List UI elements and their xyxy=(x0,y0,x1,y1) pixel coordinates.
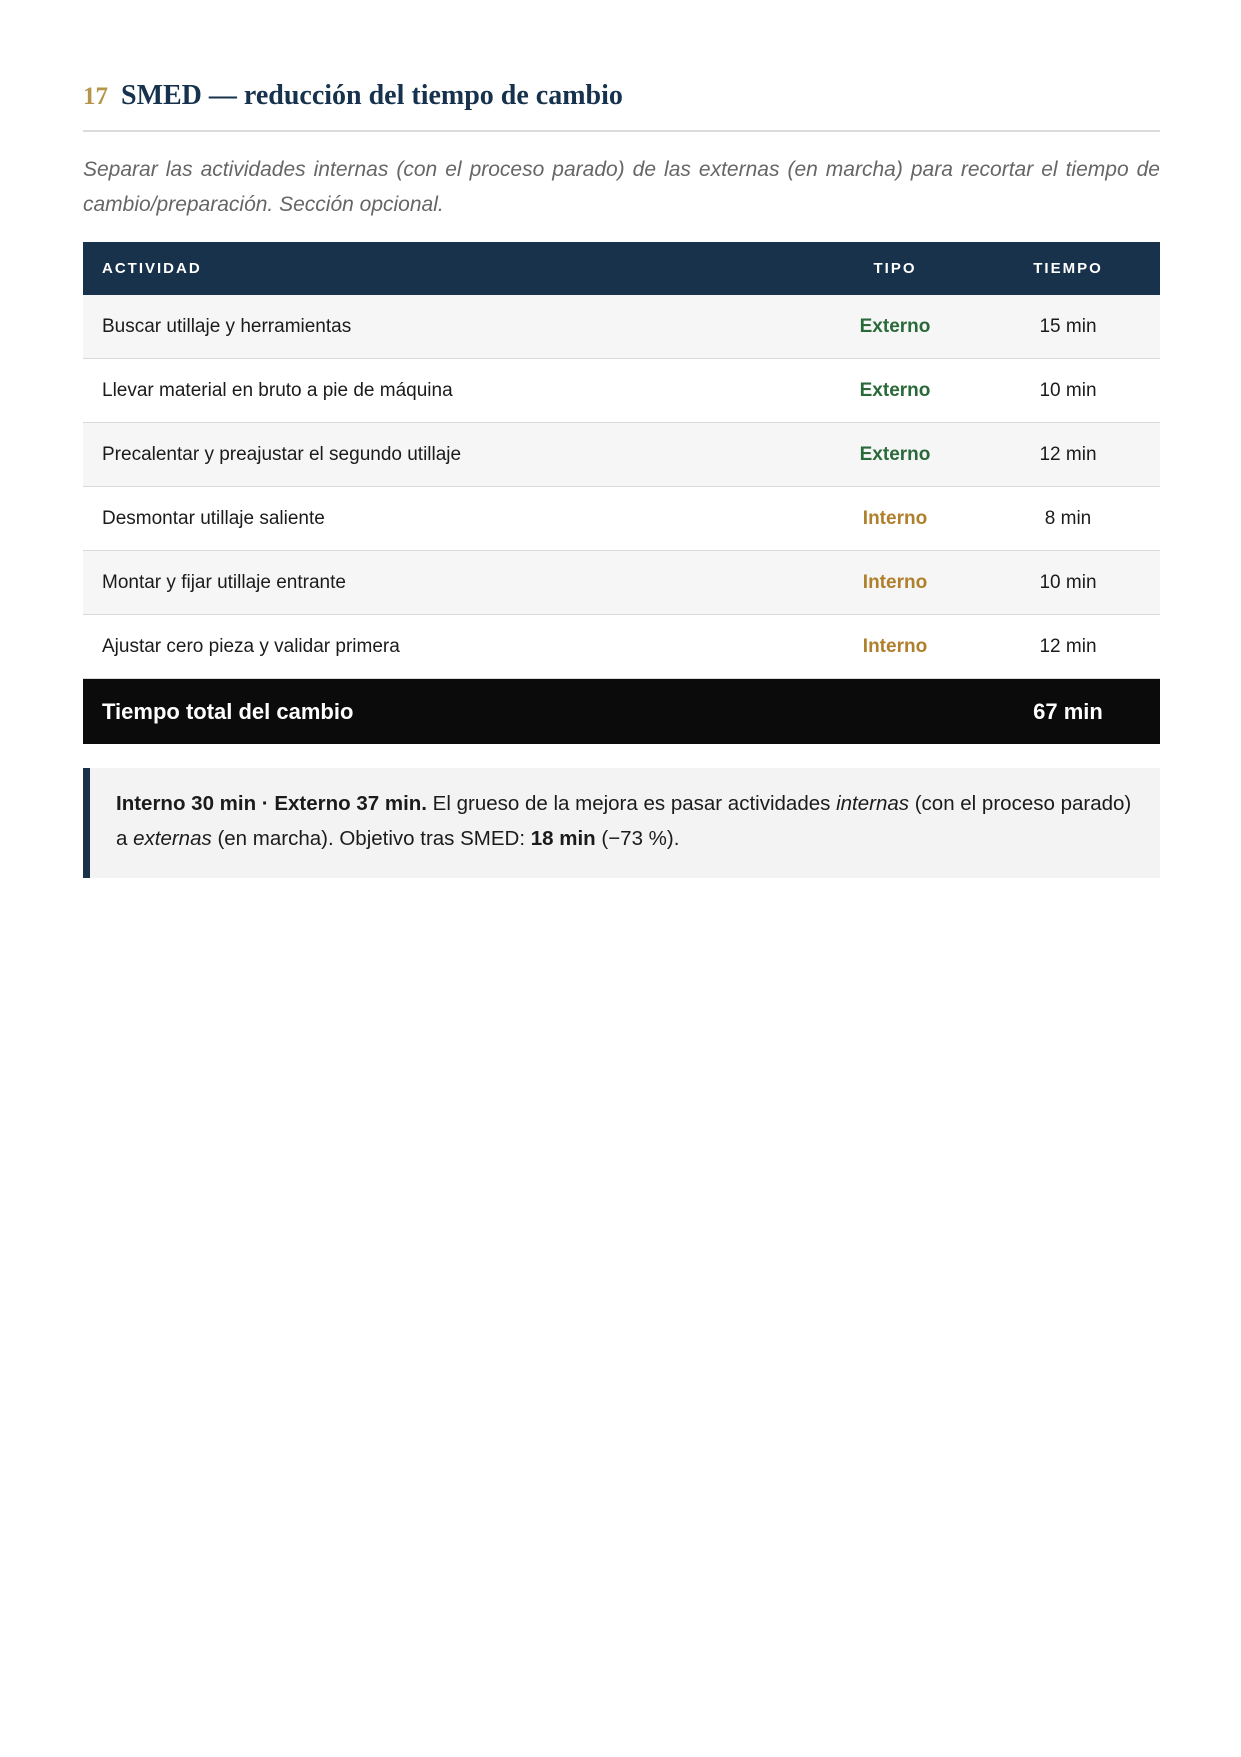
table-row xyxy=(83,359,1160,423)
table-row xyxy=(83,423,1160,487)
table-row xyxy=(83,551,1160,615)
row-tiempo: 12 min xyxy=(976,615,1160,679)
callout-text: (en marcha). Objetivo tras SMED: xyxy=(211,827,531,850)
header-actividad: ACTIVIDAD xyxy=(83,242,814,295)
row-tipo: Interno xyxy=(814,615,976,679)
header-tiempo: TIEMPO xyxy=(976,242,1160,295)
page xyxy=(83,0,1160,878)
row-actividad: Montar y fijar utillaje entrante xyxy=(83,551,814,615)
row-tipo: Externo xyxy=(814,295,976,359)
smed-table xyxy=(83,242,1160,744)
section-number: 17 xyxy=(83,83,108,110)
section-header xyxy=(83,80,1160,132)
row-tipo: Externo xyxy=(814,359,976,423)
callout-emphasis: internas xyxy=(836,792,910,815)
row-tipo: Interno xyxy=(814,551,976,615)
total-label: Tiempo total del cambio xyxy=(83,679,976,745)
table-row xyxy=(83,295,1160,359)
table-row xyxy=(83,615,1160,679)
row-tiempo: 15 min xyxy=(976,295,1160,359)
callout-text: (−73 %). xyxy=(595,827,680,850)
row-actividad: Ajustar cero pieza y validar primera xyxy=(83,615,814,679)
callout-text: El grueso de la mejora es pasar actividades xyxy=(426,792,837,815)
row-actividad: Desmontar utillaje saliente xyxy=(83,487,814,551)
header-tipo: TIPO xyxy=(814,242,976,295)
row-actividad: Buscar utillaje y herramientas xyxy=(83,295,814,359)
total-value: 67 min xyxy=(976,679,1160,745)
total-row xyxy=(83,679,1160,745)
row-tiempo: 8 min xyxy=(976,487,1160,551)
callout-emphasis: externas xyxy=(133,827,212,850)
row-tipo: Interno xyxy=(814,487,976,551)
callout-text: (con el proceso parado) a xyxy=(116,792,1132,850)
row-tiempo: 10 min xyxy=(976,359,1160,423)
callout-summary: Interno 30 min · Externo 37 min. xyxy=(116,792,427,815)
row-tipo: Externo xyxy=(814,423,976,487)
row-actividad: Precalentar y preajustar el segundo utillaje xyxy=(83,423,814,487)
section-intro: Separar las actividades internas (con el proceso parado) de las externas (en marcha) para recortar el tiempo de cambio/preparación. Sección opcional. xyxy=(83,158,1160,216)
row-tiempo: 12 min xyxy=(976,423,1160,487)
table-header-row xyxy=(83,242,1160,295)
summary-callout xyxy=(83,768,1160,878)
section-title: SMED — reducción del tiempo de cambio xyxy=(121,80,623,111)
row-actividad: Llevar material en bruto a pie de máquina xyxy=(83,359,814,423)
callout-target: 18 min xyxy=(530,827,596,850)
row-tiempo: 10 min xyxy=(976,551,1160,615)
table-row xyxy=(83,487,1160,551)
